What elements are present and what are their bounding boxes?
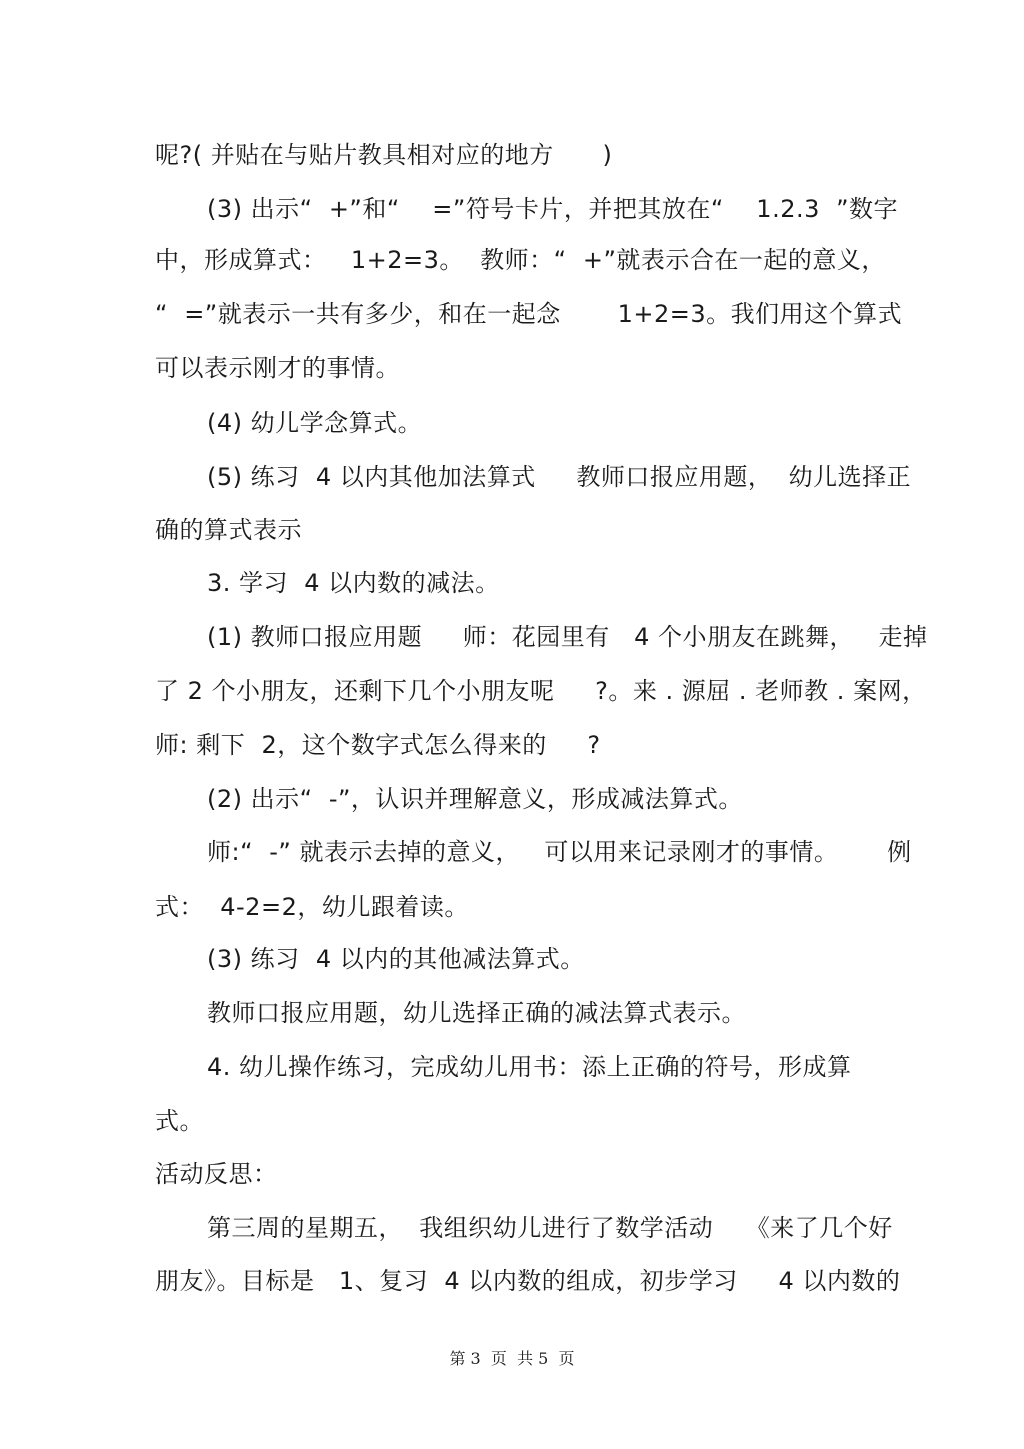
text-line: (4) 幼儿学念算式。 (207, 409, 423, 437)
text-line: 式。 (155, 1107, 204, 1135)
text-line: (1) 教师口报应用题 师：花园里有 4 个小朋友在跳舞， 走掉 (207, 623, 928, 651)
text-line: (2) 出示“ -”，认识并理解意义，形成减法算式。 (207, 785, 743, 813)
text-line: 教师口报应用题，幼儿选择正确的减法算式表示。 (207, 999, 746, 1027)
text-line: 朋友》。目标是 1、复习 4 以内数的组成，初步学习 4 以内数的 (155, 1267, 901, 1295)
text-line: 师: 剩下 2，这个数字式怎么得来的 ? (155, 731, 601, 759)
text-line: 活动反思： (155, 1160, 278, 1188)
text-line: 第三周的星期五， 我组织幼儿进行了数学活动 《来了几个好 (207, 1214, 893, 1242)
text-line: 确的算式表示 (155, 516, 302, 544)
text-line: 师:“ -” 就表示去掉的意义， 可以用来记录刚才的事情。 例 (207, 838, 912, 866)
text-line: 4. 幼儿操作练习，完成幼儿用书：添上正确的符号，形成算 (207, 1053, 852, 1081)
text-line: 了 2 个小朋友，还剩下几个小朋友呢 ?。来 . 源屈 . 老师教 . 案网， (155, 677, 927, 705)
text-line: 式： 4-2=2，幼儿跟着读。 (155, 893, 469, 921)
text-line: (5) 练习 4 以内其他加法算式 教师口报应用题， 幼儿选择正 (207, 463, 912, 491)
text-line: (3) 出示“ +”和“ =”符号卡片，并把其放在“ 1.2.3 ”数字 (207, 195, 899, 223)
text-line: “ =”就表示一共有多少，和在一起念 1+2=3。我们用这个算式 (155, 300, 903, 328)
text-line: 可以表示刚才的事情。 (155, 354, 400, 382)
text-line: 3. 学习 4 以内数的减法。 (207, 569, 500, 597)
text-line: 呢?( 并贴在与贴片教具相对应的地方 ) (155, 141, 613, 169)
text-line: 中，形成算式： 1+2=3。 教师：“ +”就表示合在一起的意义， (155, 246, 886, 274)
page-number-footer: 第 3 页 共 5 页 (449, 1349, 575, 1368)
text-line: (3) 练习 4 以内的其他减法算式。 (207, 945, 585, 973)
